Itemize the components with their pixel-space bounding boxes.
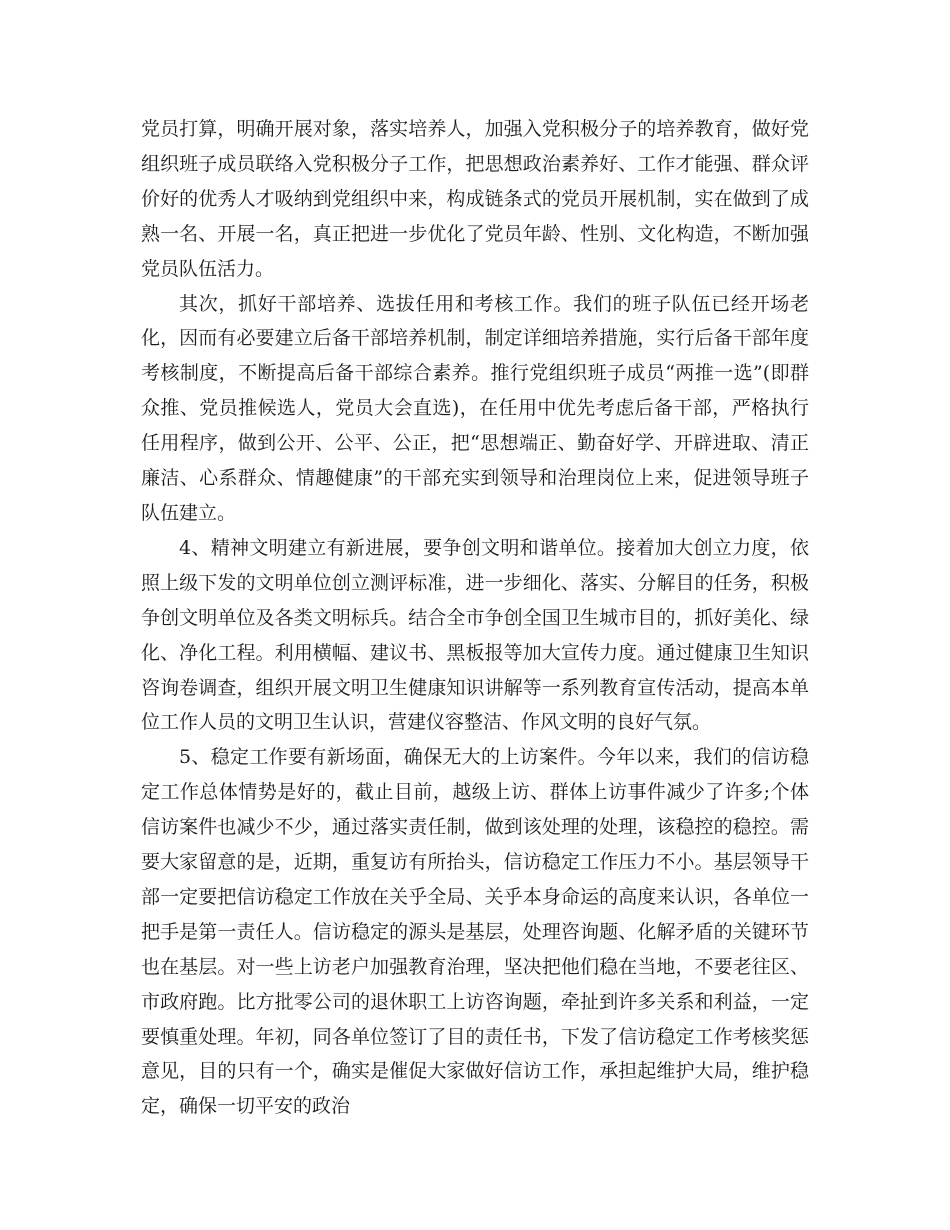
paragraph-civilization-building: 4、精神文明建立有新进展，要争创文明和谐单位。接着加大创立力度，依照上级下发的文明单位创立测评标准，进一步细化、落实、分解目的任务，积极争创文明单位及各类文明标兵。结合全市争创全国卫生城市目的，抓好美化、绿化、净化工程。利用横幅、建议书、黑板报等加大宣传力度。通过健康卫生知识咨询卷调查，组织开展文明卫生健康知识讲解等一系列教育宣传活动，提高本单位工作人员的文明卫生认识，营建仪容整洁、作风文明的良好气氛。 — [141, 536, 809, 734]
paragraph-party-member-development: 党员打算，明确开展对象，落实培养人，加强入党积极分子的培养教育，做好党组织班子成员联络入党积极分子工作，把思想政治素养好、工作才能强、群众评价好的优秀人才吸纳到党组织中来，构成链条式的党员开展机制，实在做到了成熟一名、开展一名，真正把进一步优化了党员年龄、性别、文化构造，不断加强党员队伍活力。 — [141, 118, 809, 280]
paragraph-stability-work: 5、稳定工作要有新场面，确保无大的上访案件。今年以来，我们的信访稳定工作总体情势是好的，截止目前，越级上访、群体上访事件减少了许多;个体信访案件也减少不少，通过落实责任制，做到该处理的处理，该稳控的稳控。需要大家留意的是，近期，重复访有所抬头，信访稳定工作压力不小。基层领导干部一定要把信访稳定工作放在关乎全局、关乎本身命运的高度来认识，各单位一把手是第一责任人。信访稳定的源头是基层，处理咨询题、化解矛盾的关键环节也在基层。对一些上访老户加强教育治理，坚决把他们稳在当地，不要老往区、市政府跑。比方批零公司的退休职工上访咨询题，牵扯到许多关系和利益，一定要慎重处理。年初，同各单位签订了目的责任书，下发了信访稳定工作考核奖惩意见，目的只有一个，确实是催促大家做好信访工作，承担起维护大局，维护稳定，确保一切平安的政治 — [141, 746, 809, 1118]
paragraph-cadre-training: 其次，抓好干部培养、选拔任用和考核工作。我们的班子队伍已经开场老化，因而有必要建立后备干部培养机制，制定详细培养措施，实行后备干部年度考核制度，不断提高后备干部综合素养。推行党组织班子成员“两推一选”(即群众推、党员推候选人，党员大会直选)，在任用中优先考虑后备干部，严格执行任用程序，做到公开、公平、公正，把“思想端正、勤奋好学、开辟进取、清正廉洁、心系群众、情趣健康”的干部充实到领导和治理岗位上来，促进领导班子队伍建立。 — [141, 292, 809, 524]
document-body — [141, 112, 809, 1124]
